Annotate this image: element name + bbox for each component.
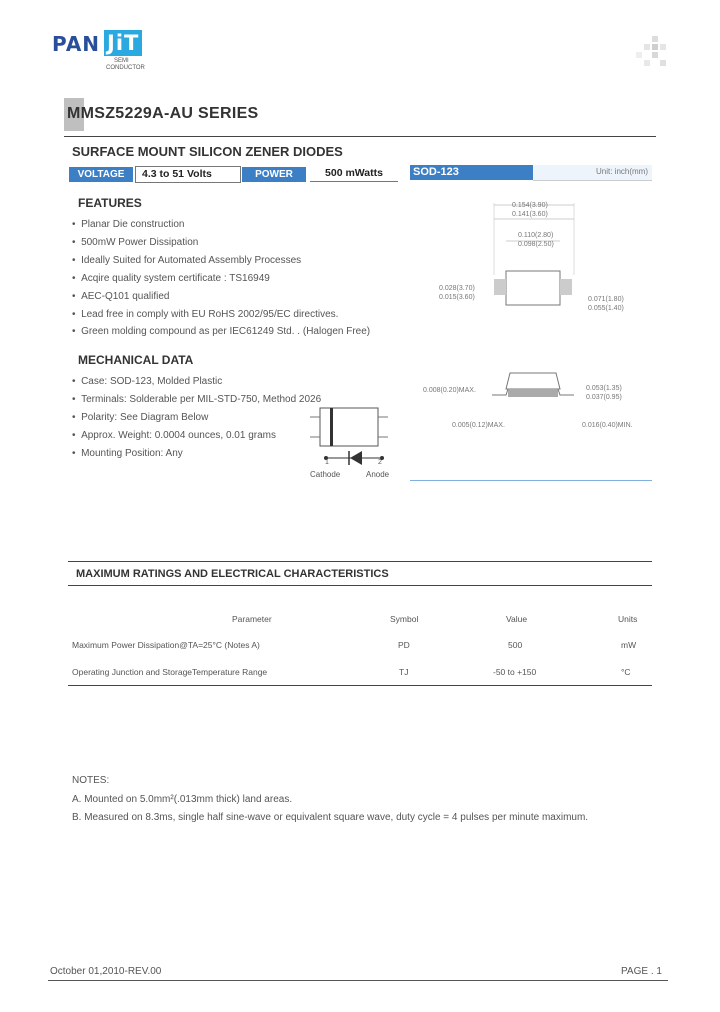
dim-d2: 0.141(3.60) — [512, 211, 548, 218]
voltage-value: 4.3 to 51 Volts — [135, 166, 241, 183]
dim-d7: 0.071(1.80) — [588, 296, 624, 303]
bullet-icon: • — [72, 376, 82, 387]
power-label: POWER — [242, 167, 306, 182]
power-value: 500 mWatts — [310, 166, 398, 182]
page-title: MMSZ5229A-AU SERIES — [67, 105, 259, 122]
dim-d10: 0.053(1.35) — [586, 385, 622, 392]
bullet-icon: • — [72, 448, 82, 459]
features-heading: FEATURES — [78, 196, 142, 210]
mech-item — [72, 448, 183, 459]
row1-units: mW — [621, 640, 637, 650]
subtitle: SURFACE MOUNT SILICON ZENER DIODES — [72, 144, 343, 159]
bullet-icon: • — [72, 255, 82, 266]
bullet-icon: • — [72, 430, 82, 441]
row2-units: °C — [621, 667, 631, 677]
header-units: Units — [618, 614, 638, 624]
feature-text: Green molding compound as per IEC61249 Std. . (Halogen Free) — [81, 326, 371, 337]
feature-text: Ideally Suited for Automated Assembly Processes — [81, 255, 302, 266]
mech-text: Polarity: See Diagram Below — [81, 412, 209, 423]
bullet-icon: • — [72, 237, 82, 248]
package-label: SOD-123 — [410, 165, 533, 180]
bullet-icon: • — [72, 291, 82, 302]
mech-text: Approx. Weight: 0.0004 ounces, 0.01 grams — [81, 430, 276, 441]
header-parameter: Parameter — [232, 614, 272, 624]
feature-item — [72, 255, 301, 266]
feature-text: Planar Die construction — [81, 219, 185, 230]
feature-item — [72, 326, 370, 337]
feature-text: Acqire quality system certificate : TS16949 — [81, 273, 270, 284]
dim-d4: 0.098(2.50) — [518, 241, 554, 248]
row2-value: -50 to +150 — [493, 667, 537, 677]
unit-label: Unit: inch(mm) — [596, 167, 649, 176]
feature-item — [72, 237, 198, 248]
dim-d8: 0.055(1.40) — [588, 305, 624, 312]
mech-text: Mounting Position: Any — [81, 448, 183, 459]
mech-item — [72, 394, 321, 405]
title-divider — [64, 136, 656, 137]
dim-d13: 0.016(0.40)MIN. — [582, 422, 633, 429]
row2-symbol: TJ — [399, 667, 409, 677]
feature-item — [72, 273, 270, 284]
dim-d3: 0.110(2.80) — [518, 232, 554, 239]
feature-text: 500mW Power Dissipation — [81, 237, 199, 248]
bullet-icon: • — [72, 309, 82, 320]
voltage-label: VOLTAGE — [69, 167, 133, 182]
ratings-heading-line — [68, 585, 652, 586]
dim-d1: 0.154(3.90) — [512, 202, 548, 209]
cathode-label: Cathode — [310, 470, 341, 479]
mech-text: Case: SOD-123, Molded Plastic — [81, 376, 223, 387]
mech-item — [72, 412, 208, 423]
note-b: B. Measured on 8.3ms, single half sine-wave or equivalent square wave, duty cycle = 4 pulses per minute maximum. — [72, 812, 589, 823]
dim-d6: 0.015(3.60) — [439, 294, 475, 301]
feature-item — [72, 291, 169, 302]
row1-value: 500 — [508, 640, 523, 650]
bullet-icon: • — [72, 412, 82, 423]
logo-jit: JiT — [104, 30, 142, 56]
mech-item — [72, 430, 276, 441]
pin2-label: 2 — [378, 459, 382, 466]
row2-parameter: Operating Junction and StorageTemperature Range — [72, 667, 268, 677]
logo-pan: PAN — [52, 32, 101, 56]
bullet-icon: • — [72, 219, 82, 230]
row1-parameter: Maximum Power Dissipation@TA=25°C (Notes A) — [72, 640, 260, 650]
footer-page: PAGE . 1 — [621, 966, 662, 977]
bullet-icon: • — [72, 326, 82, 337]
ratings-heading: MAXIMUM RATINGS AND ELECTRICAL CHARACTERISTICS — [76, 568, 389, 580]
dim-d5: 0.028(3.70) — [439, 285, 475, 292]
mech-item — [72, 376, 222, 387]
feature-text: AEC-Q101 qualified — [81, 291, 170, 302]
drawing-divider — [410, 480, 652, 481]
footer-date: October 01,2010-REV.00 — [50, 966, 162, 977]
header-symbol: Symbol — [390, 614, 419, 624]
dim-d11: 0.037(0.95) — [586, 394, 622, 401]
header-value: Value — [506, 614, 528, 624]
feature-text: Lead free in comply with EU RoHS 2002/95/EC directives. — [81, 309, 339, 320]
logo — [52, 30, 162, 80]
pin1-label: 1 — [325, 459, 329, 466]
anode-label: Anode — [366, 470, 390, 479]
mech-text: Terminals: Solderable per MIL-STD-750, Method 2026 — [81, 394, 322, 405]
ratings-bottom-line — [68, 685, 652, 686]
notes-heading: NOTES: — [72, 775, 110, 786]
ratings-top-line — [68, 561, 652, 562]
logo-semi: SEMI — [114, 58, 129, 64]
logo-conductor: CONDUCTOR — [106, 65, 145, 71]
dim-d12: 0.005(0.12)MAX. — [452, 422, 505, 429]
bullet-icon: • — [72, 394, 82, 405]
dim-d9: 0.008(0.20)MAX. — [423, 387, 476, 394]
corner-pattern-icon — [636, 36, 668, 68]
footer-line — [48, 980, 668, 981]
feature-item — [72, 219, 184, 230]
bullet-icon: • — [72, 273, 82, 284]
note-a: A. Mounted on 5.0mm²(.013mm thick) land areas. — [72, 794, 293, 805]
feature-item — [72, 309, 338, 320]
sod123-side-view-drawing — [480, 365, 580, 415]
mechanical-heading: MECHANICAL DATA — [78, 353, 194, 367]
row1-symbol: PD — [398, 640, 410, 650]
